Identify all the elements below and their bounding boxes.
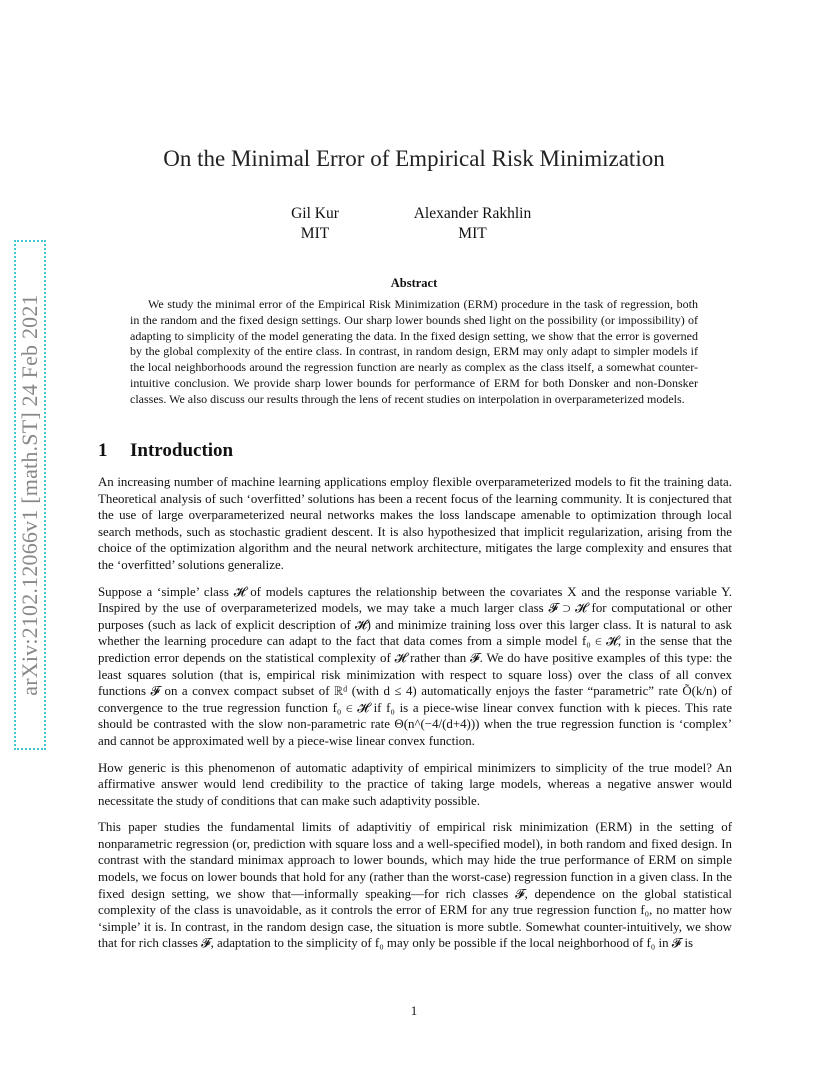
paragraph: An increasing number of machine learning applications employ flexible overparameterized models to fit the training data. Theoretical analysis of such ‘overfitted’ solutions has been a recent focus of the learning community. It is conjectured that the use of large overparameterized neural networks makes the loss landscape amenable to optimization through local search methods, such as stochastic gradient descent. It is also hypothesized that implicit regularization, arising from the choice of the optimization algorithm and the neural network architecture, mitigates the large complexity and ensures that the ‘overfitted’ solutions generalize. [98,475,732,572]
paragraph: Suppose a ‘simple’ class 𝓗 of models captures the relationship between the covariates X and the response variable Y. Inspired by the use of overparameterized models, we may take a much larger class 𝓕 ⊃ 𝓗 for computational or other purposes (such as lack of explicit description of 𝓗) and minimize training loss over this larger class. It is natural to ask whether the learning procedure can adapt to the fact that data comes from a simple model f₀ ∈ 𝓗, in the sense that the prediction error depends on the statistical complexity of 𝓗 rather than 𝓕. We do have positive examples of this type: the least squares solution (that is, empirical risk minimization with respect to square loss) over the class of all convex functions 𝓕 on a convex compact subset of ℝᵈ (with d ≤ 4) automatically enjoys the faster “parametric” rate Õ(k/n) of convergence to the true regression function f₀ ∈ 𝓗 if f₀ is a piece-wise linear convex function with k pieces. This rate should be contrasted with the slow non-parametric rate Θ(n^(−4/(d+4))) when the true regression function is ‘complex’ and cannot be approximated well by a piece-wise linear convex function. [98,584,732,748]
author-affiliation: MIT [458,225,487,242]
body-text [98,474,732,962]
arxiv-stamp [14,240,46,750]
section-number: 1 [98,440,108,461]
author-affiliation: MIT [300,225,330,242]
paragraph: This paper studies the fundamental limits of adaptivitiy of empirical risk minimization (ERM) in the setting of nonparametric regression (or, prediction with square loss and a well-specified model), in both random and fixed design. In contrast with the standard minimax approach to lower bounds, which may hide the true performance of ERM on simple models, we focus on lower bounds that hold for any (rather than the worst-case) regression function in a given class. In the fixed design setting, we show that—informally speaking—for rich classes 𝓕, dependence on the global statistical complexity of the class is unavoidable, as it controls the error of ERM for any true regression function f₀, no matter how ‘simple’ it is. In contrast, in the random design case, the situation is more subtle. Somewhat counter-intuitively, we show that for rich classes 𝓕, adaptation to the simplicity of f₀ may only be possible if the local neighborhood of f₀ in 𝓕 is [98,820,732,951]
paper-title: On the Minimal Error of Empirical Risk Minimization [163,146,665,171]
author-1 [270,204,360,244]
page-number: 1 [410,1003,418,1018]
abstract-heading: Abstract [390,276,438,290]
section-title: Introduction [130,440,234,461]
section-heading [98,440,233,462]
author-name: Alexander Rakhlin [413,205,532,222]
author-2 [400,204,545,244]
abstract-text: We study the minimal error of the Empirical Risk Minimization (ERM) procedure in the task of regression, both in the random and the fixed design settings. Our sharp lower bounds shed light on the possibility (or impossibility) of adapting to simplicity of the model generating the data. In the fixed design setting, we show that the error is governed by the global complexity of the entire class. In contrast, in random design, ERM may only adapt to simpler models if the local neighborhoods around the regression function are nearly as complex as the class itself, a somewhat counter-intuitive conclusion. We provide sharp lower bounds for performance of ERM for both Donsker and non-Donsker classes. We also discuss our results through the lens of recent studies on interpolation in overparameterized models. [130,297,698,406]
author-name: Gil Kur [291,205,339,222]
arxiv-identifier: arXiv:2102.12066v1 [math.ST] 24 Feb 2021 [17,294,42,696]
paragraph: How generic is this phenomenon of automatic adaptivity of empirical minimizers to simplicity of the true model? An affirmative answer would lend credibility to the practice of taking large models, whereas a negative answer would necessitate the study of conditions that can make such adaptivity possible. [98,760,732,808]
